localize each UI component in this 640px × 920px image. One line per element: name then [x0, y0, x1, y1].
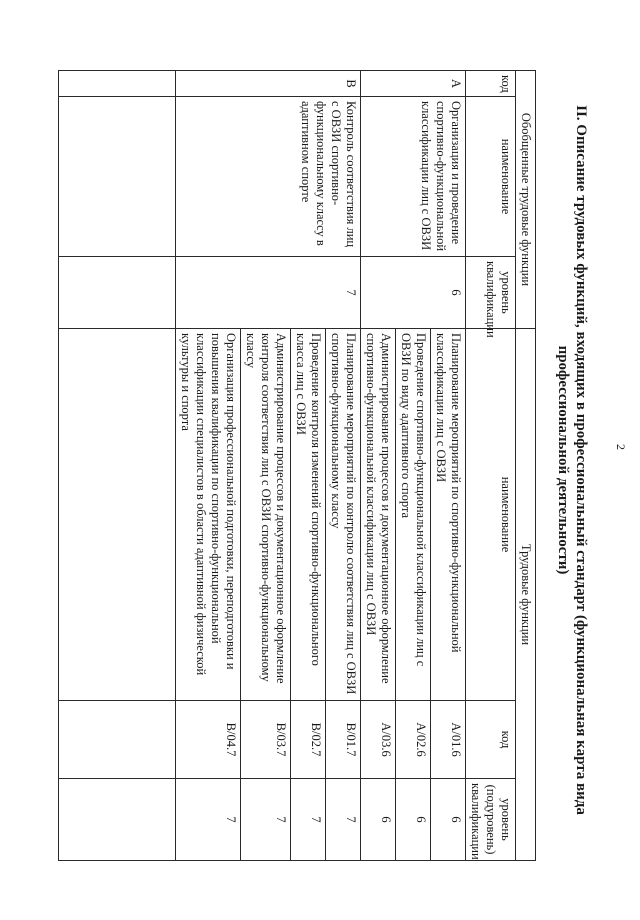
table-row: [431, 71, 466, 861]
empty-table-row: [59, 71, 176, 861]
function-name: Администрирование процессов и документационное оформление спортивно-функциональной классификации лиц с ОВЗИ: [361, 329, 396, 701]
table-header-row: [516, 71, 536, 861]
header-code: код: [466, 71, 516, 97]
function-level: 7: [326, 779, 361, 861]
function-level: 7: [291, 779, 326, 861]
header-function-code: код: [466, 701, 516, 779]
group-name: Организация и проведение спортивно-функциональной классификации лиц с ОВЗИ: [361, 97, 466, 257]
function-level: 6: [396, 779, 431, 861]
function-name: Проведение спортивно-функциональной классификации лиц с ОВЗИ по виду адаптивного спорта: [396, 329, 431, 701]
header-name: наименование: [466, 97, 516, 257]
group-level: 7: [176, 257, 361, 329]
function-code: В/01.7: [326, 701, 361, 779]
empty-cell: [59, 71, 176, 97]
empty-cell: [59, 97, 176, 257]
function-level: 6: [431, 779, 466, 861]
table-row: [326, 71, 361, 861]
function-code: В/04.7: [176, 701, 241, 779]
functional-map-table: [58, 70, 536, 861]
group-code: А: [361, 71, 466, 97]
group-name: Контроль соответствия лиц с ОВЗИ спортивно-функциональному классу в адаптивном спорте: [176, 97, 361, 257]
page-number: 2: [614, 444, 628, 450]
function-name: Проведение контроля изменений спортивно-функционального класса лиц с ОВЗИ: [291, 329, 326, 701]
function-name: Планирование мероприятий по спортивно-функциональной классификации лиц с ОВЗИ: [431, 329, 466, 701]
header-level: уровень квалификации: [466, 257, 516, 329]
function-name: Планирование мероприятий по контролю соответствия лиц с ОВЗИ спортивно-функциональному классу: [326, 329, 361, 701]
function-level: 7: [241, 779, 291, 861]
header-labor-functions: Трудовые функции: [516, 329, 536, 861]
empty-cell: [59, 329, 176, 701]
table-subheader-row: [466, 71, 516, 861]
empty-cell: [59, 701, 176, 779]
function-name: Администрирование процессов и документационное оформление контроля соответствия лиц с ОВЗИ спортивно-функциональному классу: [241, 329, 291, 701]
function-name: Организация профессиональной подготовки, переподготовки и повышения квалификации по спортивно-функциональной классификации специалистов в области адаптивной физической культуры и спорта: [176, 329, 241, 701]
empty-cell: [59, 779, 176, 861]
header-function-name: наименование: [466, 329, 516, 701]
header-generalized-functions: Обобщенные трудовые функции: [516, 71, 536, 329]
function-level: 7: [176, 779, 241, 861]
empty-cell: [59, 257, 176, 329]
function-level: 6: [361, 779, 396, 861]
function-code: В/03.7: [241, 701, 291, 779]
section-title: II. Описание трудовых функций, входящих в профессиональный стандарт (функциональная карта вида профессиональной деятельности): [555, 105, 589, 815]
function-code: А/02.6: [396, 701, 431, 779]
function-code: А/03.6: [361, 701, 396, 779]
header-function-level: уровень (подуровень) квалификации: [466, 779, 516, 861]
function-code: В/02.7: [291, 701, 326, 779]
group-level: 6: [361, 257, 466, 329]
function-code: А/01.6: [431, 701, 466, 779]
group-code: В: [176, 71, 361, 97]
